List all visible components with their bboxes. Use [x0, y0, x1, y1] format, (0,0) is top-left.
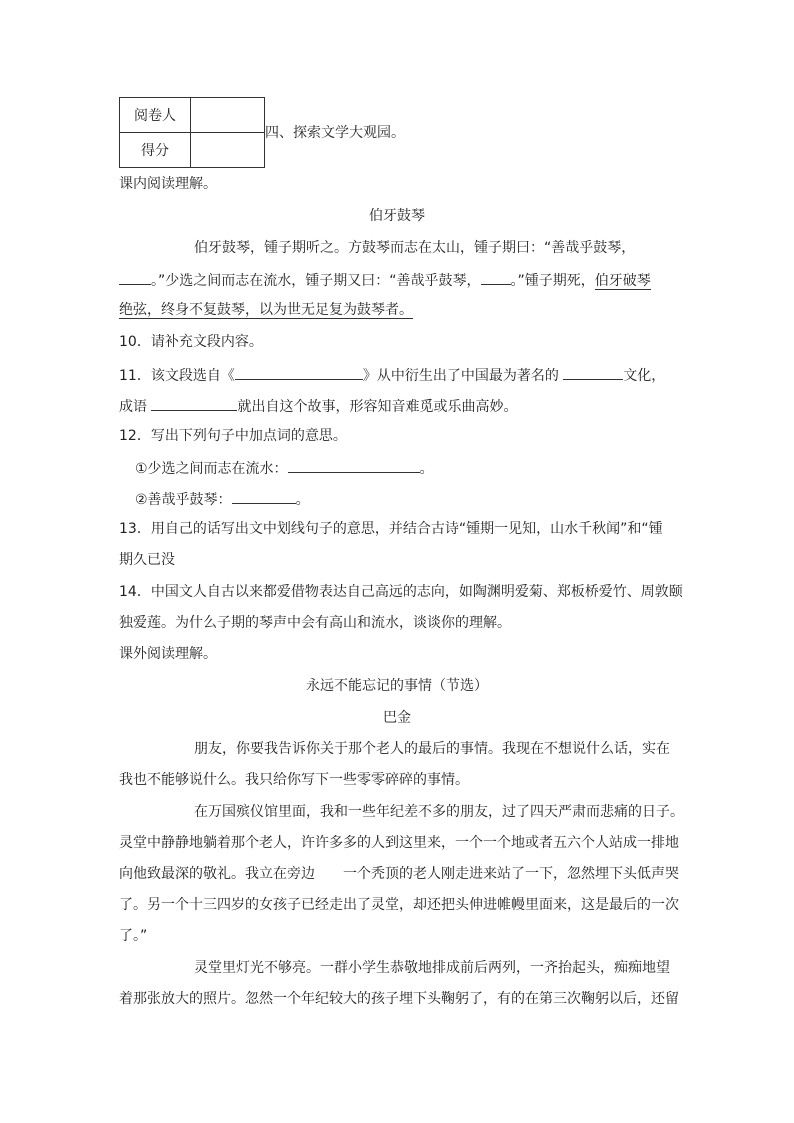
q11-text-d: 成语 [119, 399, 147, 415]
passage2-p3-line1: 灵堂里灯光不够亮。一群小学生恭敬地排成前后两列，一齐抬起头，痴痴地望 [194, 960, 670, 976]
out-class-label: 课外阅读理解。 [119, 646, 217, 662]
score-cell[interactable] [191, 133, 265, 168]
question-13-line2: 期久已没 [119, 552, 175, 568]
blank-input-2[interactable] [481, 269, 511, 285]
passage2-p3-line2: 着那张放大的照片。忽然一个年纪较大的孩子埋下头鞠躬了，有的在第三次鞠躬以后，还留 [119, 991, 679, 1007]
score-label: 得分 [120, 133, 191, 168]
question-11-line1 [119, 364, 665, 386]
q12-1-blank[interactable] [288, 457, 420, 473]
passage2-p1-line2: 我也不能够说什么。我只给你写下一些零零碎碎的事情。 [119, 772, 469, 788]
grader-table [119, 97, 265, 168]
question-12: 12．写出下列句子中加点词的意思。 [119, 428, 347, 444]
underlined-sentence-part2: 绝弦，终身不复鼓琴，以为世无足复为鼓琴者。 [119, 302, 413, 318]
passage1-line2-a: 。”少选之间而志在流水，锺子期又曰：“善哉乎鼓琴， [151, 273, 481, 289]
in-class-label: 课内阅读理解。 [119, 176, 217, 192]
q11-text-c: 文化， [623, 368, 666, 384]
reviewer-label: 阅卷人 [120, 98, 191, 133]
question-10: 10．请补充文段内容。 [119, 334, 263, 350]
question-14-line1: 14．中国文人自古以来都爱借物表达自己高远的志向，如陶渊明爱菊、郑板桥爱竹、周敦颐 [119, 584, 683, 600]
question-13-line1: 13．用自己的话写出文中划线句子的意思，并结合古诗“锺期一见知，山水千秋闻”和“锺 [119, 521, 663, 537]
blank-input-1[interactable] [119, 269, 151, 285]
passage2-p2-line2: 灵堂中静静地躺着那个老人，许许多多的人到这里来，一个一个地或者五六个人站成一排地 [119, 835, 679, 851]
passage1-title: 伯牙鼓琴 [369, 208, 425, 224]
passage2-p1-line1: 朋友，你要我告诉你关于那个老人的最后的事情。我现在不想说什么话，实在 [194, 741, 670, 757]
question-12-2 [135, 488, 310, 510]
question-11-line2 [119, 395, 517, 417]
passage2-p2-line1: 在万国殡仪馆里面，我和一些年纪差不多的朋友，过了四天严肃而悲痛的日子。 [194, 804, 684, 820]
passage2-p2-line3: 向他致最深的敬礼。我立在旁边 一个秃顶的老人刚走进来站了一下，忽然埋下头低声哭 [119, 866, 679, 882]
question-12-1 [135, 457, 434, 479]
passage2-p2-line4: 了。另一个十三四岁的女孩子已经走出了灵堂，却还把头伸进帷幔里面来，这是最后的一次 [119, 897, 679, 913]
underlined-sentence-part1: 伯牙破琴 [594, 273, 651, 289]
culture-blank[interactable] [563, 364, 623, 380]
passage2-author: 巴金 [383, 710, 411, 726]
idiom-blank[interactable] [151, 395, 237, 411]
question-14-line2: 独爱莲。为什么子期的琴声中会有高山和流水，谈谈你的理解。 [119, 615, 511, 631]
q11-text-e: 就出自这个故事，形容知音难觅或乐曲高妙。 [237, 399, 518, 415]
section-title: 四、探索文学大观园。 [265, 125, 405, 141]
reviewer-cell[interactable] [191, 98, 265, 133]
q12-2-text: ②善哉乎鼓琴： [135, 492, 232, 508]
passage1-line1: 伯牙鼓琴，锺子期听之。方鼓琴而志在太山，锺子期曰：“善哉乎鼓琴， [194, 240, 636, 256]
passage2-p2-line5: 了。” [119, 928, 148, 944]
passage2-title: 永远不能忘记的事情（节选） [306, 678, 488, 694]
q11-text-a: 11．该文段选自《 [119, 368, 235, 384]
q12-2-end: 。 [295, 492, 310, 508]
q12-2-blank[interactable] [232, 488, 296, 504]
q12-1-text: ①少选之间而志在流水： [135, 461, 288, 477]
passage1-line2-b: 。”锺子期死， [510, 273, 595, 289]
passage1-line3 [119, 300, 413, 320]
q11-text-b: 》从中衍生出了中国最为著名的 [362, 368, 559, 384]
q12-1-end: 。 [419, 461, 434, 477]
passage1-line2 [119, 269, 651, 291]
book-title-blank[interactable] [235, 364, 363, 380]
